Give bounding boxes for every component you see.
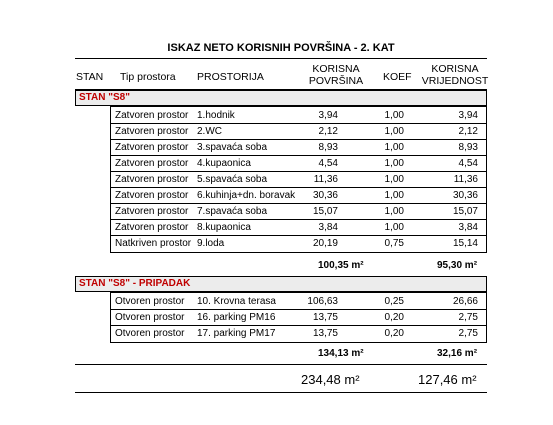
cell-vrijednost: 30,36 — [452, 190, 478, 201]
cell-tip: Zatvoren prostor — [115, 158, 189, 169]
cell-povrsina: 13,75 — [312, 328, 338, 339]
cell-vrijednost: 4,54 — [458, 158, 478, 169]
cell-prostorija: 7.spavaća soba — [197, 206, 268, 217]
cell-koef: 1,00 — [384, 142, 404, 153]
header-vrijednost-line2: VRIJEDNOST — [421, 75, 489, 87]
section2-total-povrsina: 134,13 m² — [318, 348, 364, 359]
cell-povrsina: 11,36 — [313, 174, 338, 185]
section1-table — [110, 106, 487, 253]
header-koef: KOEF — [383, 71, 412, 83]
table-row — [111, 139, 486, 156]
grand-total-bottom-rule — [75, 392, 487, 393]
header-povrsina-line2: POVRŠINA — [308, 75, 364, 87]
cell-koef: 0,25 — [384, 296, 404, 307]
cell-koef: 0,20 — [384, 328, 404, 339]
section2-total-vrijednost: 32,16 m² — [437, 348, 478, 359]
cell-povrsina: 13,75 — [312, 312, 338, 323]
header-stan: STAN — [76, 71, 104, 83]
cell-koef: 1,00 — [384, 222, 404, 233]
report-title: ISKAZ NETO KORISNIH POVRŠINA - 2. KAT — [167, 42, 395, 54]
cell-tip: Otvoren prostor — [115, 312, 185, 323]
cell-tip: Zatvoren prostor — [115, 222, 189, 233]
cell-tip: Zatvoren prostor — [115, 142, 189, 153]
cell-tip: Zatvoren prostor — [115, 110, 189, 121]
cell-prostorija: 16. parking PM16 — [197, 312, 276, 323]
cell-prostorija: 10. Krovna terasa — [197, 296, 276, 307]
cell-povrsina: 30,36 — [312, 190, 338, 201]
cell-vrijednost: 15,07 — [452, 206, 478, 217]
cell-koef: 1,00 — [384, 206, 404, 217]
section-stan-s8-label: STAN "S8" — [79, 92, 130, 103]
header-vrijednost-line1: KORISNA — [431, 63, 479, 75]
section1-total-vrijednost: 95,30 m² — [437, 260, 478, 271]
table-row — [111, 219, 486, 236]
table-row — [111, 293, 486, 310]
cell-vrijednost: 26,66 — [452, 296, 478, 307]
header-korisna-povrsina — [305, 63, 367, 87]
cell-prostorija: 1.hodnik — [197, 110, 235, 121]
cell-povrsina: 3,94 — [318, 110, 338, 121]
cell-povrsina: 8,93 — [318, 142, 338, 153]
table-row — [111, 309, 486, 326]
cell-vrijednost: 11,36 — [453, 174, 478, 185]
grand-total-vrijednost: 127,46 m² — [418, 372, 477, 387]
section-stan-s8 — [75, 90, 487, 106]
cell-vrijednost: 2,75 — [458, 312, 478, 323]
table-row — [111, 107, 486, 124]
cell-tip: Zatvoren prostor — [115, 190, 189, 201]
cell-tip: Zatvoren prostor — [115, 126, 189, 137]
cell-koef: 0,75 — [384, 238, 404, 249]
cell-prostorija: 17. parking PM17 — [197, 328, 276, 339]
cell-povrsina: 4,54 — [318, 158, 338, 169]
cell-prostorija: 2.WC — [197, 126, 222, 137]
header-povrsina-line1: KORISNA — [312, 63, 360, 75]
grand-total-povrsina: 234,48 m² — [301, 372, 360, 387]
cell-vrijednost: 2,75 — [458, 328, 478, 339]
cell-prostorija: 6.kuhinja+dn. boravak — [197, 190, 296, 201]
cell-prostorija: 3.spavaća soba — [197, 142, 268, 153]
cell-povrsina: 106,63 — [307, 296, 338, 307]
header-top-rule — [75, 58, 487, 59]
cell-koef: 1,00 — [384, 158, 404, 169]
header-korisna-vrijednost — [420, 63, 490, 87]
cell-koef: 1,00 — [384, 190, 404, 201]
header-tip-prostora: Tip prostora — [120, 71, 176, 83]
cell-koef: 1,00 — [384, 174, 404, 185]
cell-prostorija: 8.kupaonica — [197, 222, 251, 233]
cell-tip: Otvoren prostor — [115, 328, 185, 339]
table-row — [111, 123, 486, 140]
cell-tip: Zatvoren prostor — [115, 174, 189, 185]
cell-koef: 1,00 — [384, 126, 404, 137]
table-row — [111, 325, 486, 342]
cell-koef: 1,00 — [384, 110, 404, 121]
cell-vrijednost: 3,94 — [458, 110, 478, 121]
cell-vrijednost: 2,12 — [458, 126, 478, 137]
table-row — [111, 155, 486, 172]
cell-tip: Natkriven prostor — [115, 238, 192, 249]
cell-vrijednost: 15,14 — [452, 238, 478, 249]
table-row — [111, 171, 486, 188]
cell-tip: Otvoren prostor — [115, 296, 185, 307]
cell-povrsina: 2,12 — [318, 126, 338, 137]
table-row — [111, 203, 486, 220]
cell-prostorija: 5.spavaća soba — [197, 174, 268, 185]
cell-povrsina: 15,07 — [312, 206, 338, 217]
cell-prostorija: 4.kupaonica — [197, 158, 251, 169]
section-pripadak-label: STAN "S8" - PRIPADAK — [79, 278, 191, 289]
table-row — [111, 187, 486, 204]
cell-tip: Zatvoren prostor — [115, 206, 189, 217]
cell-povrsina: 3,84 — [318, 222, 338, 233]
cell-vrijednost: 3,84 — [458, 222, 478, 233]
table-row — [111, 235, 486, 252]
grand-total-top-rule — [75, 364, 487, 365]
section1-total-povrsina: 100,35 m² — [318, 260, 364, 271]
header-prostorija: PROSTORIJA — [197, 71, 264, 83]
cell-prostorija: 9.loda — [197, 238, 225, 249]
cell-vrijednost: 8,93 — [458, 142, 478, 153]
cell-koef: 0,20 — [384, 312, 404, 323]
cell-povrsina: 20,19 — [312, 238, 338, 249]
section-stan-s8-pripadak — [75, 276, 487, 292]
section2-table — [110, 292, 487, 343]
